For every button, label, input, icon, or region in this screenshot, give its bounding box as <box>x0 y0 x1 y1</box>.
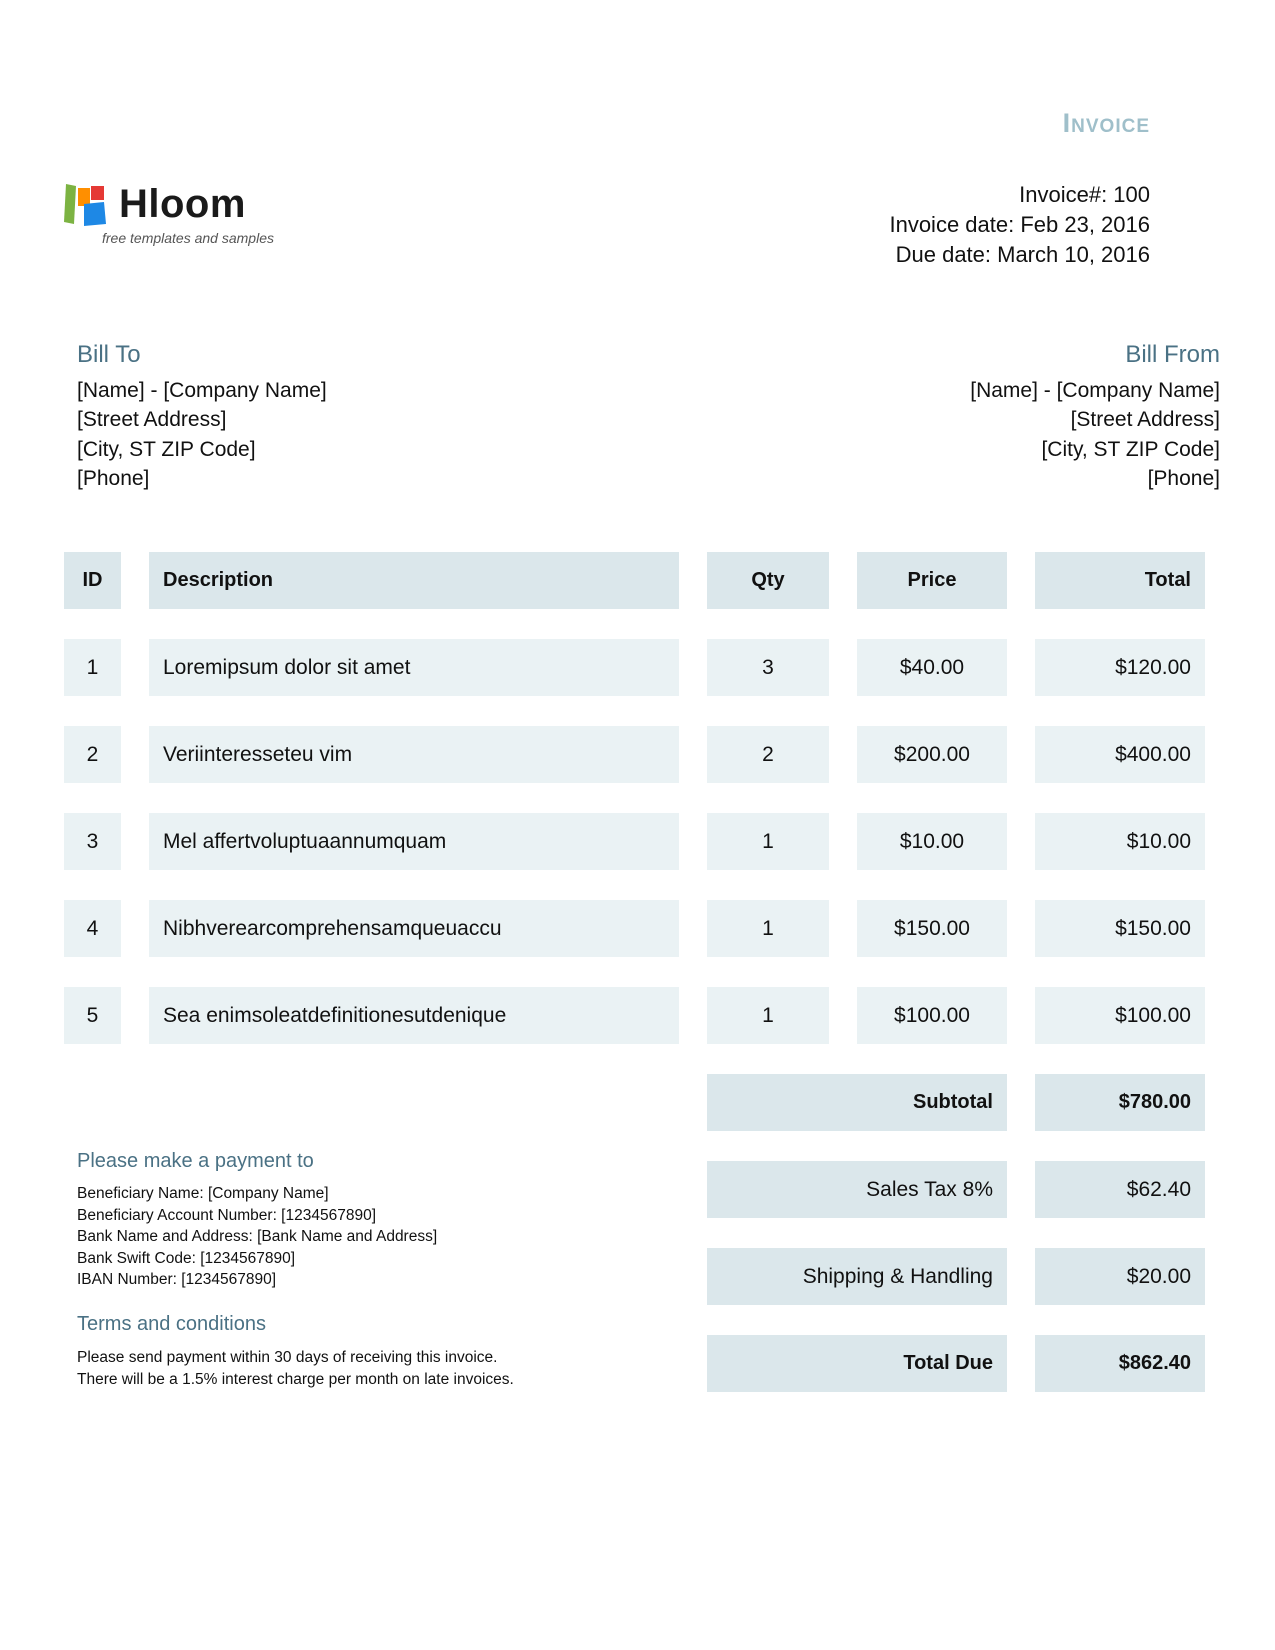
header-total: Total <box>1035 552 1205 609</box>
bill-from <box>970 340 1220 494</box>
total-due-value: $862.40 <box>1035 1335 1205 1392</box>
bill-from-name: [Name] - [Company Name] <box>970 378 1220 402</box>
row-5-qty: 1 <box>707 987 829 1044</box>
tax-value: $62.40 <box>1035 1161 1205 1218</box>
payment-details <box>77 1183 437 1291</box>
bank-name-address: Bank Name and Address: [Bank Name and Address] <box>77 1228 438 1245</box>
row-2-qty: 2 <box>707 726 829 783</box>
row-4-price: $150.00 <box>857 900 1007 957</box>
invoice-meta <box>889 180 1150 270</box>
row-5-description: Sea enimsoleatdefinitionesutdenique <box>149 987 679 1044</box>
header-description: Description <box>149 552 679 609</box>
iban-number: IBAN Number: [1234567890] <box>77 1271 277 1288</box>
row-5-id: 5 <box>64 987 121 1044</box>
bill-from-street: [Street Address] <box>1070 408 1220 431</box>
total-due-label: Total Due <box>707 1335 1007 1392</box>
row-1-description: Loremipsum dolor sit amet <box>149 639 679 696</box>
row-1-qty: 3 <box>707 639 829 696</box>
header-qty: Qty <box>707 552 829 609</box>
invoice-date: Invoice date: Feb 23, 2016 <box>889 212 1150 237</box>
row-3-price: $10.00 <box>857 813 1007 870</box>
tax-label: Sales Tax 8% <box>707 1161 1007 1218</box>
invoice-number: Invoice#: 100 <box>1019 182 1150 207</box>
bank-swift-code: Bank Swift Code: [1234567890] <box>77 1249 296 1267</box>
bill-to-name: [Name] - [Company Name] <box>77 378 327 402</box>
row-4-id: 4 <box>64 900 121 957</box>
row-1-price: $40.00 <box>857 639 1007 696</box>
shipping-value: $20.00 <box>1035 1248 1205 1305</box>
header-price: Price <box>857 552 1007 609</box>
invoice-title: Invoice <box>1062 108 1150 138</box>
bill-to-city: [City, ST ZIP Code] <box>77 437 256 461</box>
terms-line-1: Please send payment within 30 days of receiving this invoice. <box>77 1349 498 1366</box>
logo-tagline: free templates and samples <box>102 230 274 246</box>
bill-from-phone: [Phone] <box>1147 467 1220 490</box>
header-id: ID <box>64 552 121 609</box>
row-4-qty: 1 <box>707 900 829 957</box>
row-1-total: $120.00 <box>1035 639 1205 696</box>
due-date: Due date: March 10, 2016 <box>895 242 1150 267</box>
logo-name: Hloom <box>119 182 246 226</box>
bill-from-heading: Bill From <box>1125 341 1220 368</box>
subtotal-label: Subtotal <box>707 1074 1007 1131</box>
bill-to-phone: [Phone] <box>77 467 150 490</box>
hloom-logo-icon <box>64 184 112 230</box>
beneficiary-account: Beneficiary Account Number: [1234567890] <box>77 1206 376 1224</box>
row-2-total: $400.00 <box>1035 726 1205 783</box>
terms-line-2: There will be a 1.5% interest charge per month on late invoices. <box>77 1371 514 1388</box>
terms-heading: Terms and conditions <box>77 1313 266 1335</box>
row-1-id: 1 <box>64 639 121 696</box>
logo <box>64 182 289 252</box>
row-3-description: Mel affertvoluptuaannumquam <box>149 813 679 870</box>
row-3-total: $10.00 <box>1035 813 1205 870</box>
bill-from-city: [City, ST ZIP Code] <box>1041 437 1220 461</box>
row-3-qty: 1 <box>707 813 829 870</box>
row-4-description: Nibhverearcomprehensamqueuaccu <box>149 900 679 957</box>
row-2-description: Veriinteresseteu vim <box>149 726 679 783</box>
row-5-total: $100.00 <box>1035 987 1205 1044</box>
row-3-id: 3 <box>64 813 121 870</box>
row-2-price: $200.00 <box>857 726 1007 783</box>
row-4-total: $150.00 <box>1035 900 1205 957</box>
row-5-price: $100.00 <box>857 987 1007 1044</box>
shipping-label: Shipping & Handling <box>707 1248 1007 1305</box>
payment-heading: Please make a payment to <box>77 1150 314 1172</box>
row-2-id: 2 <box>64 726 121 783</box>
bill-to <box>77 340 327 494</box>
terms-text <box>77 1347 514 1391</box>
bill-to-heading: Bill To <box>77 341 141 368</box>
bill-to-street: [Street Address] <box>77 408 227 431</box>
beneficiary-name: Beneficiary Name: [Company Name] <box>77 1185 329 1202</box>
subtotal-value: $780.00 <box>1035 1074 1205 1131</box>
